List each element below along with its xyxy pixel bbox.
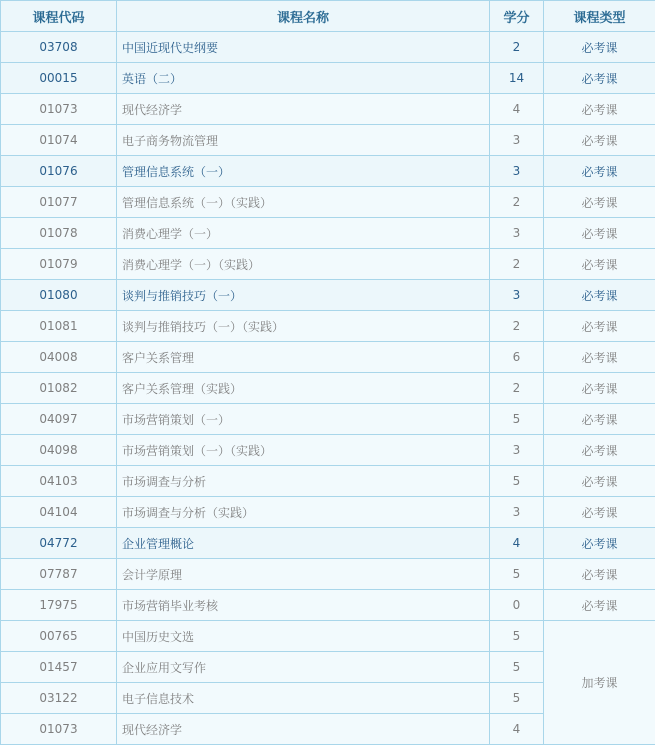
- course-credit: 4: [490, 714, 544, 745]
- header-course-type: 课程类型: [544, 1, 655, 32]
- course-name: 市场营销毕业考核: [117, 590, 490, 621]
- course-credit: 3: [490, 218, 544, 249]
- course-code: 01078: [1, 218, 117, 249]
- course-type: 必考课: [544, 249, 655, 280]
- table-row: [1, 435, 655, 466]
- course-credit: 3: [490, 280, 544, 311]
- course-code: 04097: [1, 404, 117, 435]
- table-row: [1, 249, 655, 280]
- course-type: 必考课: [544, 404, 655, 435]
- course-credit: 6: [490, 342, 544, 373]
- course-name: 现代经济学: [117, 94, 490, 125]
- table-row: [1, 621, 655, 652]
- course-credit: 2: [490, 187, 544, 218]
- table-row: [1, 63, 655, 94]
- course-name: 消费心理学（一）（实践）: [117, 249, 490, 280]
- course-code: 01073: [1, 94, 117, 125]
- course-credit: 5: [490, 404, 544, 435]
- table-row: [1, 125, 655, 156]
- course-type: 必考课: [544, 590, 655, 621]
- course-type: 必考课: [544, 63, 655, 94]
- course-code: 07787: [1, 559, 117, 590]
- course-name: 谈判与推销技巧（一）（实践）: [117, 311, 490, 342]
- course-type: 必考课: [544, 342, 655, 373]
- table-body: [1, 32, 655, 745]
- course-credit: 5: [490, 683, 544, 714]
- course-type: 必考课: [544, 466, 655, 497]
- course-code: 04008: [1, 342, 117, 373]
- course-code: 01080: [1, 280, 117, 311]
- course-name: 市场调查与分析（实践）: [117, 497, 490, 528]
- course-code: 01073: [1, 714, 117, 745]
- course-credit: 5: [490, 559, 544, 590]
- course-name: 现代经济学: [117, 714, 490, 745]
- course-credit: 3: [490, 435, 544, 466]
- table-row: [1, 528, 655, 559]
- table-row: [1, 373, 655, 404]
- course-code: 01081: [1, 311, 117, 342]
- table-row: [1, 280, 655, 311]
- table-row: [1, 32, 655, 63]
- course-credit: 5: [490, 652, 544, 683]
- course-code: 01082: [1, 373, 117, 404]
- course-credit: 3: [490, 497, 544, 528]
- table-row: [1, 311, 655, 342]
- course-name: 市场营销策划（一）（实践）: [117, 435, 490, 466]
- course-code: 01074: [1, 125, 117, 156]
- table-row: [1, 218, 655, 249]
- course-type: 必考课: [544, 125, 655, 156]
- course-name: 中国近现代史纲要: [117, 32, 490, 63]
- course-credit: 2: [490, 249, 544, 280]
- course-credit: 2: [490, 373, 544, 404]
- course-credit: 2: [490, 311, 544, 342]
- course-code: 01076: [1, 156, 117, 187]
- course-code: 01077: [1, 187, 117, 218]
- course-type: 必考课: [544, 218, 655, 249]
- course-name: 企业管理概论: [117, 528, 490, 559]
- table-row: [1, 466, 655, 497]
- table-row: [1, 156, 655, 187]
- course-type: 必考课: [544, 311, 655, 342]
- course-type: 必考课: [544, 187, 655, 218]
- course-credit: 5: [490, 466, 544, 497]
- course-credit: 4: [490, 94, 544, 125]
- course-type: 必考课: [544, 94, 655, 125]
- course-name: 谈判与推销技巧（一）: [117, 280, 490, 311]
- table-row: [1, 559, 655, 590]
- course-name: 客户关系管理: [117, 342, 490, 373]
- course-credit: 5: [490, 621, 544, 652]
- course-name: 客户关系管理（实践）: [117, 373, 490, 404]
- course-name: 管理信息系统（一）（实践）: [117, 187, 490, 218]
- course-code: 01457: [1, 652, 117, 683]
- course-credit: 3: [490, 156, 544, 187]
- course-credit: 3: [490, 125, 544, 156]
- course-type-elective: 加考课: [544, 621, 655, 745]
- course-name: 会计学原理: [117, 559, 490, 590]
- course-code: 00765: [1, 621, 117, 652]
- course-credit: 0: [490, 590, 544, 621]
- course-name: 电子信息技术: [117, 683, 490, 714]
- table-row: [1, 590, 655, 621]
- course-type: 必考课: [544, 32, 655, 63]
- course-type: 必考课: [544, 373, 655, 404]
- table-header-row: [1, 1, 655, 32]
- course-code: 04104: [1, 497, 117, 528]
- course-code: 03708: [1, 32, 117, 63]
- header-credit: 学分: [490, 1, 544, 32]
- course-name: 市场调查与分析: [117, 466, 490, 497]
- course-type: 必考课: [544, 280, 655, 311]
- course-code: 04098: [1, 435, 117, 466]
- course-credit: 2: [490, 32, 544, 63]
- course-type: 必考课: [544, 559, 655, 590]
- course-credit: 4: [490, 528, 544, 559]
- course-name: 企业应用文写作: [117, 652, 490, 683]
- course-name: 管理信息系统（一）: [117, 156, 490, 187]
- course-type: 必考课: [544, 497, 655, 528]
- course-credit: 14: [490, 63, 544, 94]
- course-name: 中国历史文选: [117, 621, 490, 652]
- course-type: 必考课: [544, 156, 655, 187]
- table-row: [1, 404, 655, 435]
- course-code: 17975: [1, 590, 117, 621]
- course-name: 电子商务物流管理: [117, 125, 490, 156]
- course-type: 必考课: [544, 528, 655, 559]
- header-course-code: 课程代码: [1, 1, 117, 32]
- course-name: 英语（二）: [117, 63, 490, 94]
- course-code: 03122: [1, 683, 117, 714]
- course-code: 01079: [1, 249, 117, 280]
- course-code: 04772: [1, 528, 117, 559]
- course-name: 消费心理学（一）: [117, 218, 490, 249]
- table-row: [1, 342, 655, 373]
- course-code: 00015: [1, 63, 117, 94]
- course-name: 市场营销策划（一）: [117, 404, 490, 435]
- course-type: 必考课: [544, 435, 655, 466]
- course-code: 04103: [1, 466, 117, 497]
- header-course-name: 课程名称: [117, 1, 490, 32]
- table-row: [1, 94, 655, 125]
- table-row: [1, 497, 655, 528]
- table-row: [1, 187, 655, 218]
